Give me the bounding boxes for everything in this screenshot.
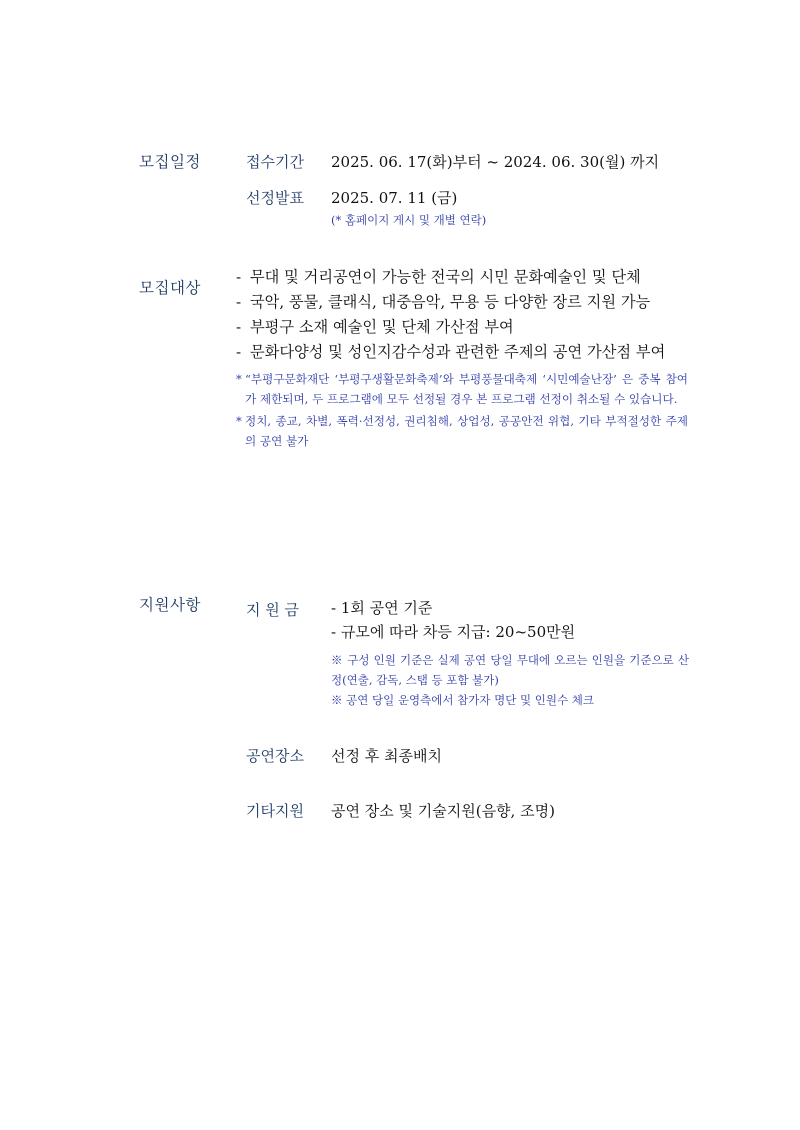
other-support-label: 기타지원 <box>246 802 304 820</box>
grant-check-note: ※ 공연 당일 운영측에서 참가자 명단 및 인원수 체크 <box>331 693 594 707</box>
announcement-label: 선정발표 <box>246 189 304 207</box>
support-heading: 지원사항 <box>139 596 201 614</box>
list-item: - 문화다양성 및 성인지감수성과 관련한 주제의 공연 가산점 부여 <box>236 343 666 361</box>
list-item: - 국악, 풍물, 클래식, 대중음악, 무용 등 다양한 장르 지원 가능 <box>236 293 651 311</box>
venue-label: 공연장소 <box>246 747 304 765</box>
application-period-label: 접수기간 <box>246 153 304 171</box>
grant-headcount-note: ※ 구성 인원 기준은 실제 공연 당일 무대에 오르는 인원을 기준으로 산정(연출, 감독, 스탭 등 포함 불가) <box>331 653 689 687</box>
announcement-value: 2025. 07. 11 (금) <box>331 189 458 207</box>
announcement-note: (* 홈페이지 게시 및 개별 연락) <box>331 213 487 227</box>
venue-value: 선정 후 최종배치 <box>331 747 442 765</box>
eligibility-list <box>236 265 688 451</box>
list-item: - 부평구 소재 예술인 및 단체 가산점 부여 <box>236 318 514 336</box>
list-item: - 무대 및 거리공연이 가능한 전국의 시민 문화예술인 및 단체 <box>236 268 641 286</box>
schedule-heading: 모집일정 <box>139 153 201 171</box>
grant-line: - 규모에 따라 차등 지급: 20~50만원 <box>331 623 576 641</box>
duplicate-participation-note: * “부평구문화재단 ‘부평구생활문화축제’와 부평풍물대축제 ‘시민예술난장’ 은 중복 참여가 제한되며, 두 프로그램에 모두 선정될 경우 본 프로그램 선정이 취소될 수 있습니다. <box>236 372 688 406</box>
other-support-value: 공연 장소 및 기술지원(음향, 조명) <box>331 802 555 820</box>
grant-details <box>331 596 689 710</box>
grant-label: 지 원 금 <box>246 601 300 619</box>
restricted-topics-note: * 정치, 종교, 차별, 폭력·선정성, 권리침해, 상업성, 공공안전 위협, 기타 부적절성한 주제의 공연 불가 <box>236 414 688 448</box>
application-period-value: 2025. 06. 17(화)부터 ~ 2024. 06. 30(월) 까지 <box>331 153 660 171</box>
eligibility-heading: 모집대상 <box>139 279 201 297</box>
grant-line: - 1회 공연 기준 <box>331 599 433 617</box>
